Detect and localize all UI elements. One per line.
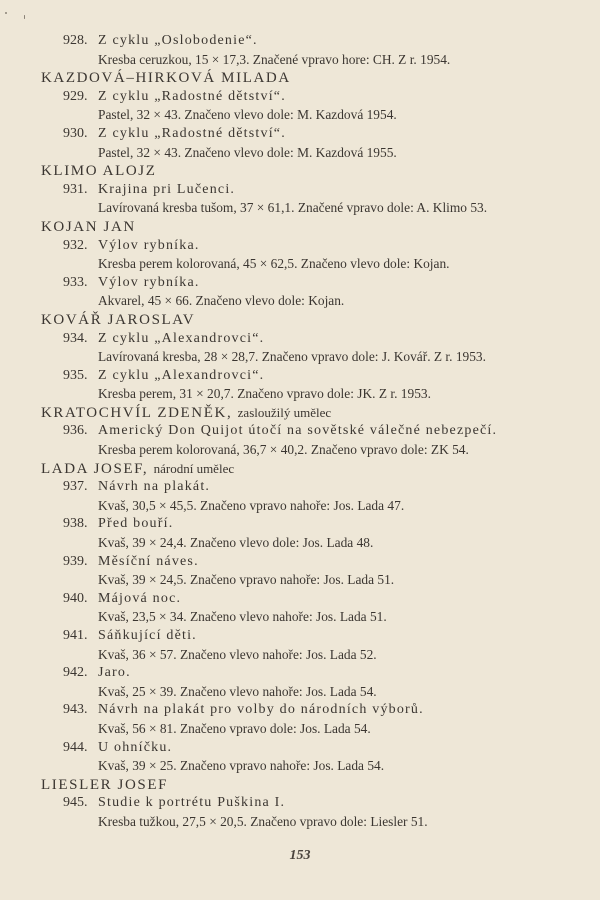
entry-number: 943. bbox=[63, 702, 88, 718]
artwork-title: Z cyklu „Alexandrovci“. bbox=[98, 330, 265, 346]
artwork-title: Před bouří. bbox=[98, 516, 174, 532]
catalog-entry-title bbox=[0, 553, 600, 572]
entry-number: 929. bbox=[63, 88, 88, 104]
catalog-entry-title bbox=[0, 590, 600, 609]
artwork-description: Kvaš, 39 × 24,4. Značeno vlevo dole: Jos. Lada 48. bbox=[98, 535, 374, 551]
artwork-title: Výlov rybníka. bbox=[98, 274, 200, 290]
artist-name: KLIMO ALOJZ bbox=[41, 163, 157, 180]
artwork-title: Americký Don Quijot útočí na sovětské válečné nebezpečí. bbox=[98, 423, 498, 439]
artwork-description: Kvaš, 30,5 × 45,5. Značeno vpravo nahoře: Jos. Lada 47. bbox=[98, 497, 405, 513]
entry-number: 941. bbox=[63, 628, 88, 643]
artwork-title: Sáňkující děti. bbox=[98, 628, 197, 643]
catalog-entry-title bbox=[0, 181, 600, 200]
entry-number: 944. bbox=[63, 739, 88, 755]
catalog-entry-title bbox=[0, 125, 600, 144]
artwork-title: Výlov rybníka. bbox=[98, 237, 200, 253]
artwork-description: Kresba perem, 31 × 20,7. Značeno vpravo dole: JK. Z r. 1953. bbox=[98, 386, 431, 402]
catalog-entry-title bbox=[0, 794, 600, 813]
artist-heading bbox=[0, 460, 600, 479]
artwork-description: Kvaš, 39 × 25. Značeno vpravo nahoře: Jos. Lada 54. bbox=[98, 758, 385, 774]
artist-name: KOJAN JAN bbox=[41, 218, 136, 235]
artwork-title: Z cyklu „Radostné dětství“. bbox=[98, 88, 286, 104]
artist-heading bbox=[0, 218, 600, 237]
entry-number: 928. bbox=[63, 33, 88, 48]
artist-name: KRATOCHVÍL ZDENĚK, bbox=[41, 404, 233, 421]
catalog-entry-title bbox=[0, 367, 600, 386]
artwork-description: Pastel, 32 × 43. Značeno vlevo dole: M. Kazdová 1954. bbox=[98, 107, 397, 123]
catalog-entry-title bbox=[0, 739, 600, 758]
artist-honorific: zasloužilý umělec bbox=[237, 404, 332, 420]
artwork-title: Návrh na plakát pro volby do národních výborů. bbox=[98, 702, 424, 718]
artwork-description: Kresba perem kolorovaná, 45 × 62,5. Značeno vlevo dole: Kojan. bbox=[98, 256, 450, 272]
entry-number: 938. bbox=[63, 516, 88, 532]
entry-number: 937. bbox=[63, 479, 88, 495]
catalog-entry-title bbox=[0, 422, 600, 441]
catalog-entry-title bbox=[0, 88, 600, 107]
catalog-entry-title bbox=[0, 627, 600, 646]
catalog-entry-title bbox=[0, 515, 600, 534]
catalog-entry-title bbox=[0, 237, 600, 256]
artwork-title: Z cyklu „Oslobodenie“. bbox=[98, 33, 258, 48]
artist-heading bbox=[0, 162, 600, 181]
artist-name: LIESLER JOSEF bbox=[41, 776, 169, 793]
artwork-description: Kvaš, 36 × 57. Značeno vlevo nahoře: Jos. Lada 52. bbox=[98, 646, 377, 662]
paper-speck bbox=[24, 15, 25, 19]
artist-honorific: národní umělec bbox=[153, 460, 235, 476]
artwork-description: Kvaš, 23,5 × 34. Značeno vlevo nahoře: Jos. Lada 51. bbox=[98, 609, 387, 625]
artist-name: LADA JOSEF, bbox=[41, 460, 149, 477]
artist-heading bbox=[0, 776, 600, 795]
entry-number: 942. bbox=[63, 665, 88, 681]
artwork-description: Akvarel, 45 × 66. Značeno vlevo dole: Kojan. bbox=[98, 293, 345, 309]
artwork-description: Pastel, 32 × 43. Značeno vlevo dole: M. Kazdová 1955. bbox=[98, 144, 397, 160]
catalog-entry-title bbox=[0, 701, 600, 720]
artwork-description: Kvaš, 25 × 39. Značeno vlevo nahoře: Jos. Lada 54. bbox=[98, 683, 377, 699]
artwork-description: Lavírovaná kresba, 28 × 28,7. Značeno vpravo dole: J. Kovář. Z r. 1953. bbox=[98, 349, 486, 365]
catalog-page bbox=[0, 32, 600, 832]
artwork-description: Lavírovaná kresba tušom, 37 × 61,1. Značené vpravo dole: A. Klimo 53. bbox=[98, 200, 488, 216]
artist-name: KAZDOVÁ–HIRKOVÁ MILADA bbox=[41, 70, 291, 87]
entry-number: 939. bbox=[63, 553, 88, 569]
artist-heading bbox=[0, 311, 600, 330]
artist-name: KOVÁŘ JAROSLAV bbox=[41, 311, 196, 328]
artist-heading bbox=[0, 404, 600, 423]
paper-speck bbox=[5, 12, 7, 14]
artwork-title: Krajina pri Lučenci. bbox=[98, 181, 236, 197]
catalog-entry-title bbox=[0, 664, 600, 683]
entry-number: 935. bbox=[63, 367, 88, 383]
artwork-title: Májová noc. bbox=[98, 590, 182, 606]
catalog-entry-title bbox=[0, 32, 600, 51]
artwork-title: Z cyklu „Alexandrovci“. bbox=[98, 367, 265, 383]
entry-number: 931. bbox=[63, 181, 88, 197]
artwork-title: U ohníčku. bbox=[98, 739, 173, 755]
catalog-entry-title bbox=[0, 274, 600, 293]
entry-number: 936. bbox=[63, 423, 88, 439]
entry-number: 930. bbox=[63, 125, 88, 141]
artwork-description: Kresba perem kolorovaná, 36,7 × 40,2. Značeno vpravo dole: ZK 54. bbox=[98, 442, 469, 458]
entry-number: 945. bbox=[63, 795, 88, 811]
artwork-title: Z cyklu „Radostné dětství“. bbox=[98, 125, 286, 141]
artwork-description: Kresba ceruzkou, 15 × 17,3. Značené vpravo hore: CH. Z r. 1954. bbox=[98, 51, 451, 67]
catalog-entry-title bbox=[0, 478, 600, 497]
catalog-entry-title bbox=[0, 330, 600, 349]
entry-number: 932. bbox=[63, 237, 88, 253]
artwork-description: Kresba tužkou, 27,5 × 20,5. Značeno vpravo dole: Liesler 51. bbox=[98, 813, 428, 829]
artwork-description: Kvaš, 56 × 81. Značeno vpravo dole: Jos. Lada 54. bbox=[98, 720, 371, 736]
entry-number: 933. bbox=[63, 274, 88, 290]
artwork-title: Jaro. bbox=[98, 665, 131, 681]
entry-number: 940. bbox=[63, 590, 88, 606]
artist-heading bbox=[0, 69, 600, 88]
artwork-title: Měsíční náves. bbox=[98, 553, 199, 569]
page-number: 153 bbox=[289, 848, 311, 863]
artwork-description: Kvaš, 39 × 24,5. Značeno vpravo nahoře: Jos. Lada 51. bbox=[98, 572, 395, 588]
artwork-title: Studie k portrétu Puškina I. bbox=[98, 795, 286, 811]
artwork-title: Návrh na plakát. bbox=[98, 479, 211, 495]
entry-number: 934. bbox=[63, 330, 88, 346]
